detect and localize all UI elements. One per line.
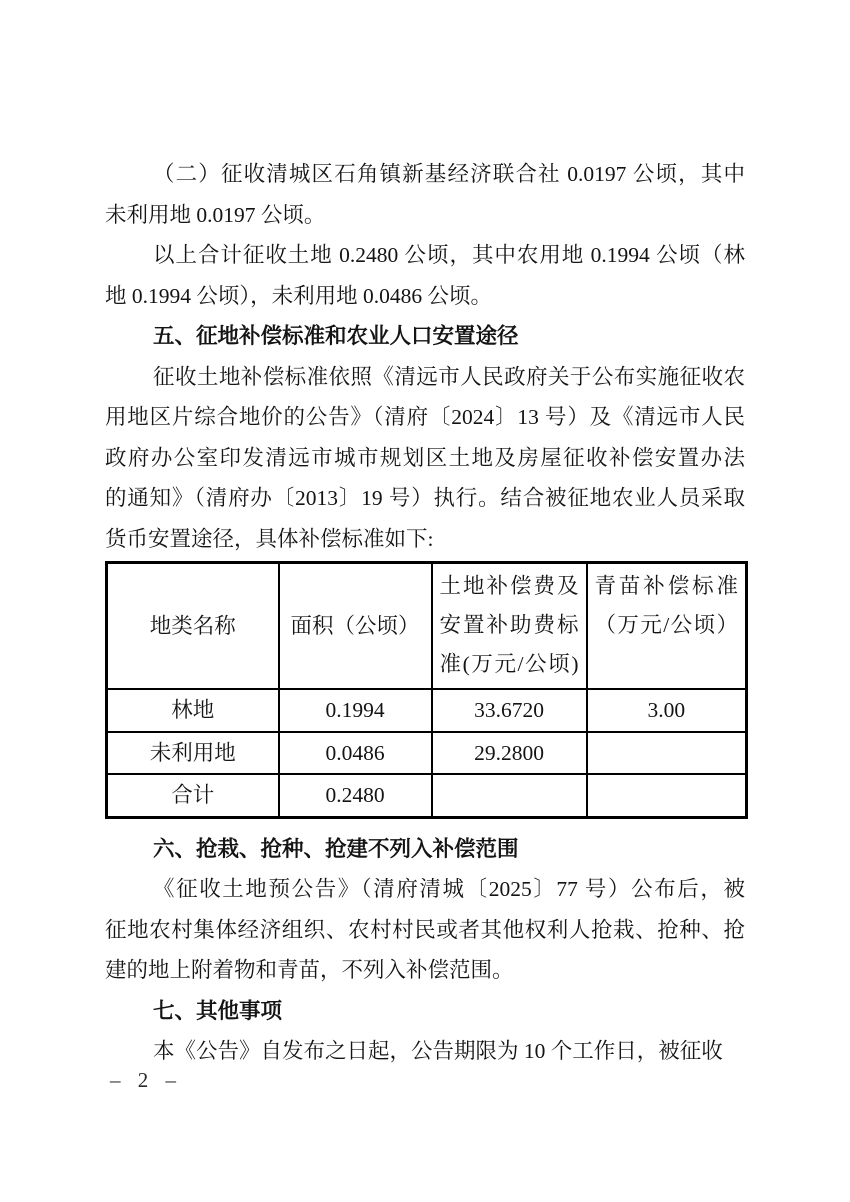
table-cell [587, 774, 747, 817]
paragraph [105, 357, 745, 560]
paragraph-line: 地 0.1994 公顷），未利用地 0.0486 公顷。 [105, 283, 493, 308]
paragraph-line: 以上合计征收土地 0.2480 公顷，其中农用地 0.1994 公顷（林 [153, 243, 745, 267]
table-cell: 0.0486 [279, 732, 432, 775]
table-header-cell [587, 563, 747, 690]
table-header-text: 安置补助费标 [439, 613, 579, 637]
paragraph [105, 235, 745, 316]
table-cell: 29.2800 [432, 732, 587, 775]
table-header-text: （万元/公顷） [594, 613, 738, 637]
paragraph-line: 《征收土地预公告》（清府清城〔2025〕77 号）公布后，被 [153, 877, 745, 901]
table-cell: 合计 [107, 774, 279, 817]
paragraph-line: 货币安置途径，具体补偿标准如下: [105, 526, 434, 551]
table-cell: 林地 [107, 689, 279, 732]
compensation-table [105, 561, 748, 819]
paragraph-line: 的通知》（清府办〔2013〕19 号）执行。结合被征地农业人员采取 [105, 486, 745, 510]
table-header-row [107, 563, 747, 690]
paragraph [105, 1031, 745, 1072]
table-row [107, 732, 747, 775]
table-cell: 0.2480 [279, 774, 432, 817]
paragraph-line: 本《公告》自发布之日起，公告期限为 10 个工作日，被征收 [153, 1039, 723, 1063]
table-header-cell [432, 563, 587, 690]
paragraph-line: 征地农村集体经济组织、农村村民或者其他权利人抢栽、抢种、抢 [105, 917, 745, 942]
table-cell [432, 774, 587, 817]
table-header-text: 青苗补偿标准 [594, 574, 738, 598]
table-header-cell [107, 563, 279, 690]
paragraph-line: （二）征收清城区石角镇新基经济联合社 0.0197 公顷，其中 [153, 162, 745, 186]
table-cell: 33.6720 [432, 689, 587, 732]
document-body [105, 154, 745, 1072]
paragraph [105, 869, 745, 991]
paragraph-line: 用地区片综合地价的公告》（清府〔2024〕13 号）及《清远市人民 [105, 405, 745, 429]
section-heading: 六、抢栽、抢种、抢建不列入补偿范围 [153, 836, 519, 861]
table-header-text: 面积（公顷） [290, 613, 420, 638]
table-cell: 0.1994 [279, 689, 432, 732]
table-cell [587, 732, 747, 775]
table-cell: 3.00 [587, 689, 747, 732]
table-header-cell [279, 563, 432, 690]
table-header-text: 土地补偿费及 [439, 574, 579, 598]
table-row [107, 689, 747, 732]
paragraph-line: 征收土地补偿标准依照《清远市人民政府关于公布实施征收农 [153, 364, 745, 389]
paragraph-line: 未利用地 0.0197 公顷。 [105, 202, 326, 227]
paragraph [105, 154, 745, 235]
page-number: – 2 – [110, 1068, 182, 1092]
table-cell: 未利用地 [107, 732, 279, 775]
paragraph-line: 政府办公室印发清远市城市规划区土地及房屋征收补偿安置办法 [105, 445, 745, 470]
section-heading: 七、其他事项 [153, 998, 283, 1023]
section-heading: 五、征地补偿标准和农业人口安置途径 [153, 324, 519, 348]
table-header-text: 准(万元/公顷) [439, 652, 579, 676]
table-header-text: 地类名称 [149, 613, 236, 638]
table-row [107, 774, 747, 817]
paragraph-line: 建的地上附着物和青苗，不列入补偿范围。 [105, 958, 514, 982]
